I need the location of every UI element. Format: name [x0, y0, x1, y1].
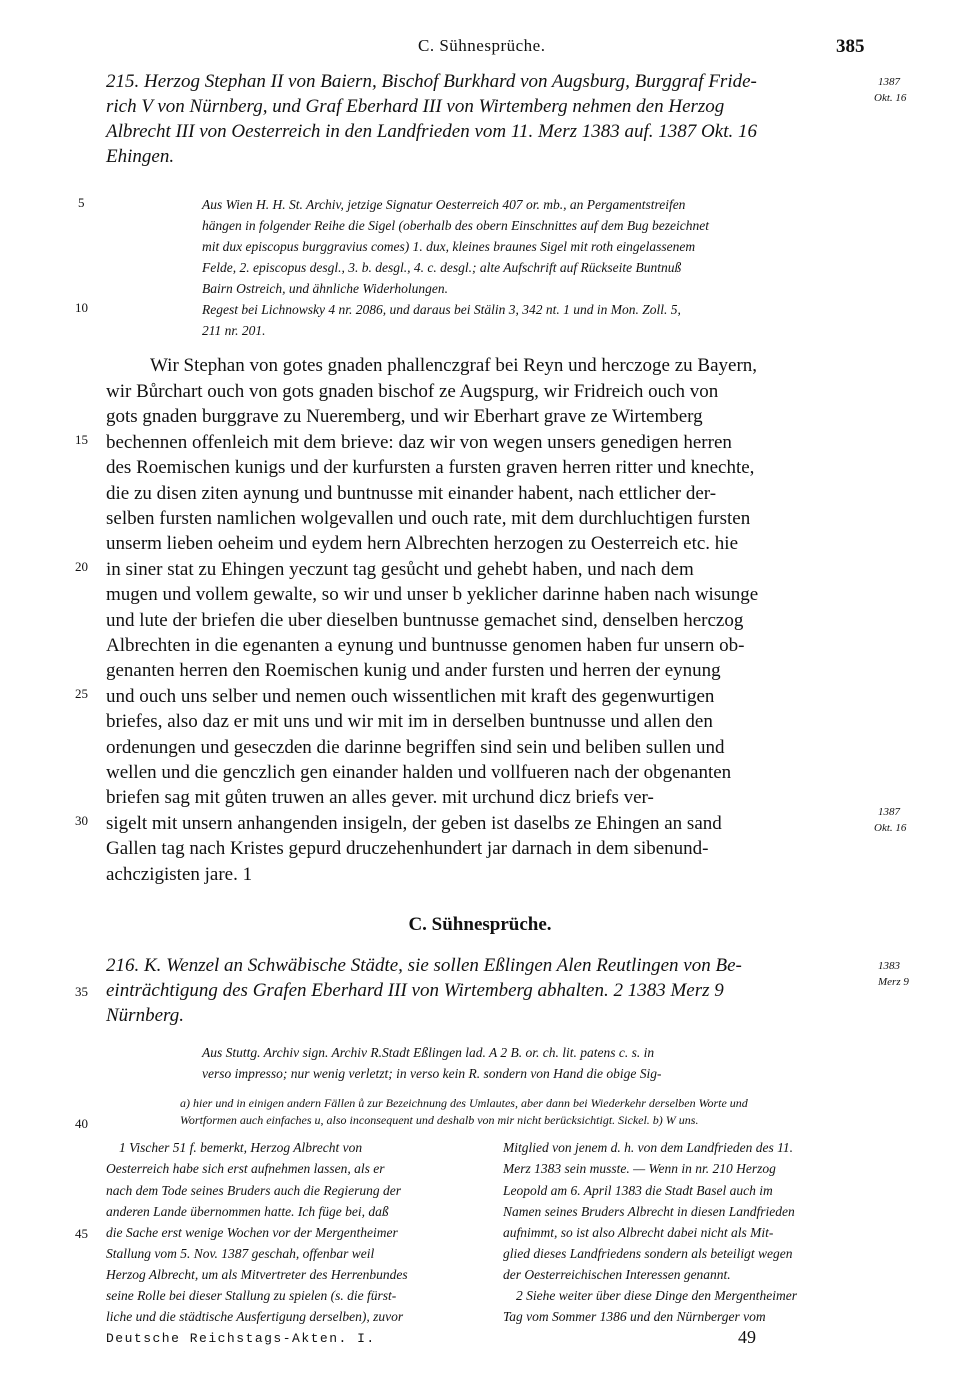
source-note-line: verso impresso; nur wenig verletzt; in verso kein R. sondern von Hand die obige Sig-: [202, 1066, 662, 1081]
charter-text-line: briefes, also daz er mit uns und wir mit im in derselben buntnusse und allen den: [106, 711, 713, 732]
line-number: 25: [75, 686, 88, 701]
charter-text-line: und lute der briefen die uber dieselben buntnusse gemachet sind, denselben herczog: [106, 610, 744, 631]
charter-text-line: wellen und die genczlich gen einander halden und vollfueren nach der obgenanten: [106, 762, 732, 783]
margin-date-year: 1383: [878, 960, 900, 972]
footnote-left-line: anderen Lande übernommen hatte. Ich füge bei, daß: [106, 1204, 389, 1219]
charter-text-line: die zu disen ziten aynung und buntnusse mit einander habent, nach ettlicher der-: [106, 483, 717, 504]
entry-216-head-line-3: Nürnberg.: [106, 1005, 184, 1026]
running-title: C. Sühnesprüche.: [418, 36, 546, 55]
footnote-right-line: Leopold am 6. April 1383 die Stadt Basel auch im: [503, 1183, 773, 1198]
margin-date-year: 1387: [878, 76, 900, 88]
line-number: 30: [75, 813, 88, 828]
charter-text-line: ordenungen und geseczden die darinne begriffen sind sein und beliben sullen und: [106, 737, 725, 758]
source-note-line: hängen in folgender Reihe die Sigel (oberhalb des obern Einschnittes auf dem Bug bezeichnet: [202, 218, 710, 233]
margin-date-year: 1387: [878, 806, 900, 818]
source-note-line: Regest bei Lichnowsky 4 nr. 2086, und daraus bei Stälin 3, 342 nt. 1 und in Mon. Zoll. 5,: [202, 302, 681, 317]
entry-215-head-line-4: Ehingen.: [106, 146, 175, 167]
footnote-left-line: Stallung vom 5. Nov. 1387 geschah, offenbar weil: [106, 1246, 375, 1261]
line-number: 15: [75, 432, 88, 447]
line-number: 40: [75, 1116, 88, 1131]
charter-text-line: unserm lieben oeheim und eydem hern Albrechten herzogen zu Oesterreich etc. hie: [106, 533, 739, 554]
charter-text-line: des Roemischen kunigs und der kurfursten a fursten graven herren ritter und knechte,: [106, 457, 755, 478]
footnote-right-line: 2 Siehe weiter über diese Dinge den Mergentheimer: [516, 1288, 798, 1303]
line-number: 5: [78, 195, 85, 210]
footnote-right-line: Tag vom Sommer 1386 und den Nürnberger vom: [503, 1309, 766, 1324]
charter-text-line: und ouch uns selber und nemen ouch wissentlichen mit kraft des gegenwurtigen: [106, 686, 715, 707]
margin-date-216: [878, 960, 909, 988]
footnote-right-line: aufnimmt, so ist also Albrecht dabei nicht als Mit-: [503, 1225, 774, 1240]
footnote-left-line: 1 Vischer 51 f. bemerkt, Herzog Albrecht von: [119, 1140, 363, 1155]
entry-215-head-line-1: 215. Herzog Stephan II von Baiern, Bischof Burkhard von Augsburg, Burggraf Fride-: [106, 71, 757, 92]
footnote-left-line: seine Rolle bei dieser Stallung zu spielen (s. die fürst-: [106, 1288, 397, 1303]
charter-text-line: Albrechten in die egenanten a eynung und buntnusse genomen haben fur unsern ob-: [106, 635, 745, 656]
footer-series-title: Deutsche Reichstags-Akten. I.: [106, 1331, 376, 1346]
source-note-line: 211 nr. 201.: [202, 323, 266, 338]
charter-text-line: briefen sag mit gůten truwen an alles gever. mit urchund dicz briefs ver-: [106, 787, 654, 808]
footnote-left-line: die Sache erst wenige Wochen vor der Mergentheimer: [106, 1225, 398, 1240]
line-number: 45: [75, 1226, 88, 1241]
charter-text-line: wir Bůrchart ouch von gots gnaden bischof ze Augspurg, wir Fridreich ouch von: [106, 381, 719, 402]
entry-215-head-line-2: rich V von Nürnberg, und Graf Eberhard III von Wirtemberg nehmen den Herzog: [106, 96, 725, 117]
footnote-right-line: Mitglied von jenem d. h. von dem Landfrieden des 11.: [503, 1140, 793, 1155]
footnote-right-line: der Oesterreichischen Interessen genannt.: [503, 1267, 731, 1282]
footnote-right-line: glied dieses Landfriedens sondern als beteiligt wegen: [503, 1246, 793, 1261]
charter-text-line: gots gnaden burggrave zu Nueremberg, und wir Eberhart grave ze Wirtemberg: [106, 406, 703, 427]
charter-text-line: sigelt mit unsern anhangenden insigeln, der geben ist daselbs ze Ehingen an sand: [106, 813, 722, 834]
charter-text-line: Wir Stephan von gotes gnaden phallenczgraf bei Reyn und herczoge zu Bayern,: [150, 355, 758, 376]
charter-text-line: selben fursten namlichen wolgevallen und ouch rate, mit dem durchluchtigen fursten: [106, 508, 751, 529]
margin-date-day: Okt. 16: [874, 92, 907, 104]
source-note-line: Bairn Ostreich, und ähnliche Widerholungen.: [202, 281, 448, 296]
footnote-left-line: liche und die städtische Ausfertigung derselben), zuvor: [106, 1309, 404, 1324]
charter-text-line: mugen und vollem gewalte, so wir und unser b yeklicher darinne haben nach wisunge: [106, 584, 759, 605]
source-note-line: Felde, 2. episcopus desgl., 3. b. desgl., 4. c. desgl.; alte Aufschrift auf Rückseite Buntnuß: [202, 260, 682, 275]
charter-text-line: Gallen tag nach Kristes gepurd druczehenhundert jar darnach in dem sibenund-: [106, 838, 709, 859]
footnote-left-line: Herzog Albrecht, um als Mitvertreter des Herrenbundes: [106, 1267, 408, 1282]
charter-text-line: bechennen offenleich mit dem brieve: daz wir von wegen unsers genedigen herren: [106, 432, 732, 453]
source-note-line: mit dux episcopus burggravius comes) 1. dux, kleines braunes Sigel mit roth eingelassenem: [202, 239, 696, 254]
margin-date-215-end: [874, 806, 907, 834]
section-heading: C. Sühnesprüche.: [408, 914, 552, 935]
footnote-left-line: nach dem Tode seines Bruders auch die Regierung der: [106, 1183, 401, 1198]
margin-date-215: [874, 76, 907, 104]
margin-date-day: Merz 9: [878, 976, 909, 988]
line-number: 10: [75, 300, 88, 315]
critical-note-line: a) hier und in einigen andern Fällen ů zur Bezeichnung des Umlautes, aber dann bei Wiederkehr derselben Worte und: [180, 1096, 748, 1110]
charter-text-line: genanten herren den Roemischen kunig und ander fursten und herren der eynung: [106, 660, 721, 681]
critical-note-line: Wortformen auch einfaches u, also inconsequent und deshalb von mir nicht berücksichtigt. Sickel. b) W uns.: [180, 1113, 699, 1127]
entry-216-head-line-1: 216. K. Wenzel an Schwäbische Städte, sie sollen Eßlingen Alen Reutlingen von Be-: [106, 955, 742, 976]
footer-signature-number: 49: [738, 1327, 756, 1347]
source-note-line: Aus Stuttg. Archiv sign. Archiv R.Stadt Eßlingen lad. A 2 B. or. ch. lit. patens c. s. in: [202, 1045, 655, 1060]
margin-date-day: Okt. 16: [874, 822, 907, 834]
footnote-left-line: Oesterreich habe sich erst aufnehmen lassen, als er: [106, 1161, 385, 1176]
footnote-right-line: Merz 1383 sein musste. — Wenn in nr. 210 Herzog: [503, 1161, 776, 1176]
source-note-line: Aus Wien H. H. St. Archiv, jetzige Signatur Oesterreich 407 or. mb., an Pergamentstreifen: [202, 197, 686, 212]
charter-text-line: achczigisten jare. 1: [106, 864, 253, 885]
entry-215-head-line-3: Albrecht III von Oesterreich in den Landfrieden vom 11. Merz 1383 auf. 1387 Okt. 16: [106, 121, 757, 142]
line-number: 35: [75, 984, 88, 999]
entry-216-head-line-2: einträchtigung des Grafen Eberhard III von Wirtemberg abhalten. 2 1383 Merz 9: [106, 980, 724, 1001]
page-number: 385: [836, 36, 865, 57]
charter-text-line: in siner stat zu Ehingen yeczunt tag gesůcht und gehebt haben, und nach dem: [106, 559, 694, 580]
footnote-right-line: Namen seines Bruders Albrecht in diesen Landfrieden: [503, 1204, 795, 1219]
line-number: 20: [75, 559, 88, 574]
